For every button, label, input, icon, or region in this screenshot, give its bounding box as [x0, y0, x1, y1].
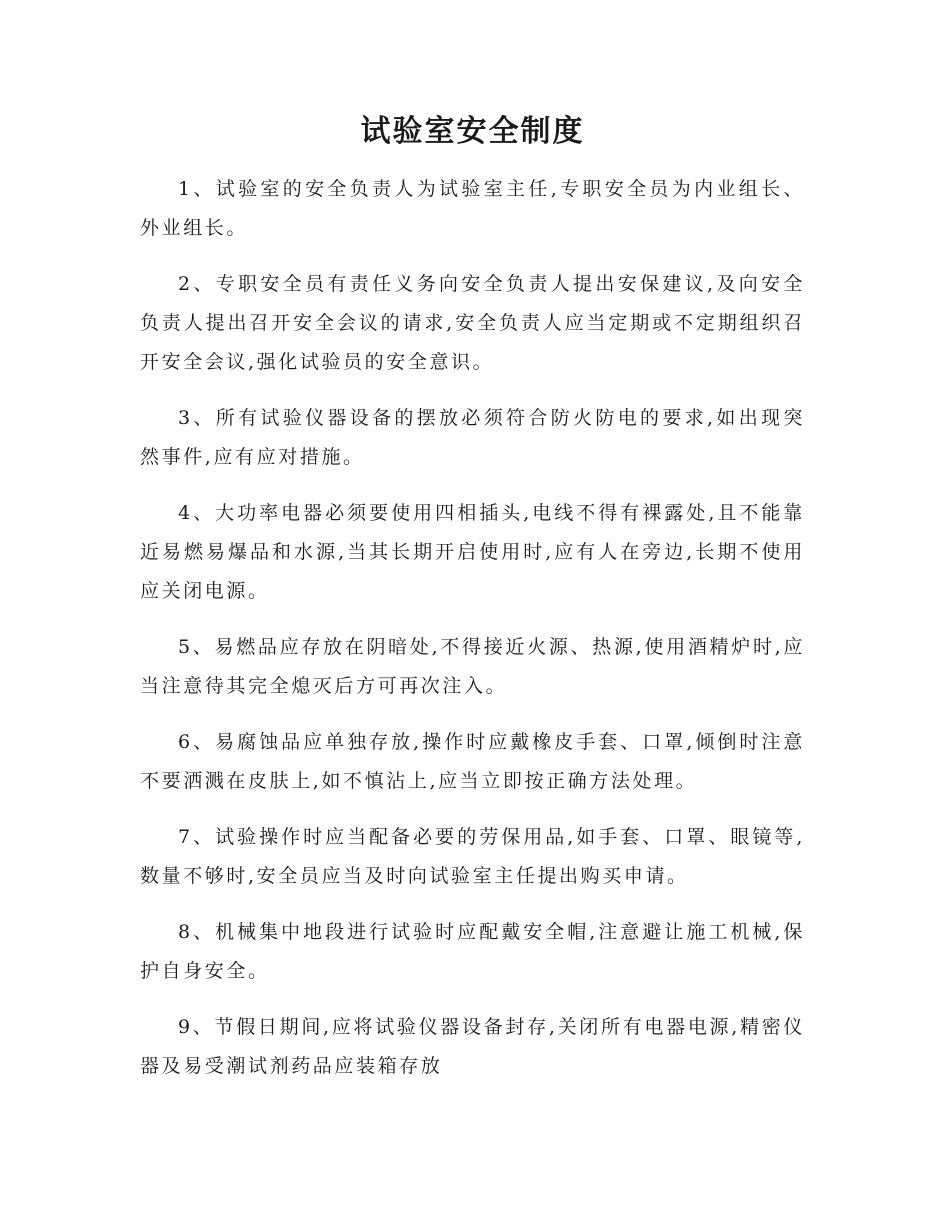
paragraph-3: 3、所有试验仪器设备的摆放必须符合防火防电的要求,如出现突然事件,应有应对措施。 — [140, 407, 805, 468]
paragraph-6: 6、易腐蚀品应单独存放,操作时应戴橡皮手套、口罩,倾倒时注意不要洒溅在皮肤上,如不慎沾上,应当立即按正确方法处理。 — [140, 731, 805, 792]
paragraph-4: 4、大功率电器必须要使用四相插头,电线不得有裸露处,且不能靠近易燃易爆品和水源,当其长期开启使用时,应有人在旁边,长期不使用应关闭电源。 — [140, 502, 805, 602]
document-page — [140, 110, 805, 1103]
paragraph-5: 5、易燃品应存放在阴暗处,不得接近火源、热源,使用酒精炉时,应当注意待其完全熄灭后方可再次注入。 — [140, 636, 805, 697]
paragraph-1: 1、试验室的安全负责人为试验室主任,专职安全员为内业组长、外业组长。 — [140, 178, 805, 239]
paragraph-7: 7、试验操作时应当配备必要的劳保用品,如手套、口罩、眼镜等,数量不够时,安全员应当及时向试验室主任提出购买申请。 — [140, 826, 805, 887]
paragraph-9: 9、节假日期间,应将试验仪器设备封存,关闭所有电器电源,精密仪器及易受潮试剂药品应装箱存放 — [140, 1016, 805, 1077]
paragraph-2: 2、专职安全员有责任义务向安全负责人提出安保建议,及向安全负责人提出召开安全会议的请求,安全负责人应当定期或不定期组织召开安全会议,强化试验员的安全意识。 — [140, 273, 805, 373]
document-title: 试验室安全制度 — [360, 114, 585, 149]
paragraph-8: 8、机械集中地段进行试验时应配戴安全帽,注意避让施工机械,保护自身安全。 — [140, 921, 805, 982]
